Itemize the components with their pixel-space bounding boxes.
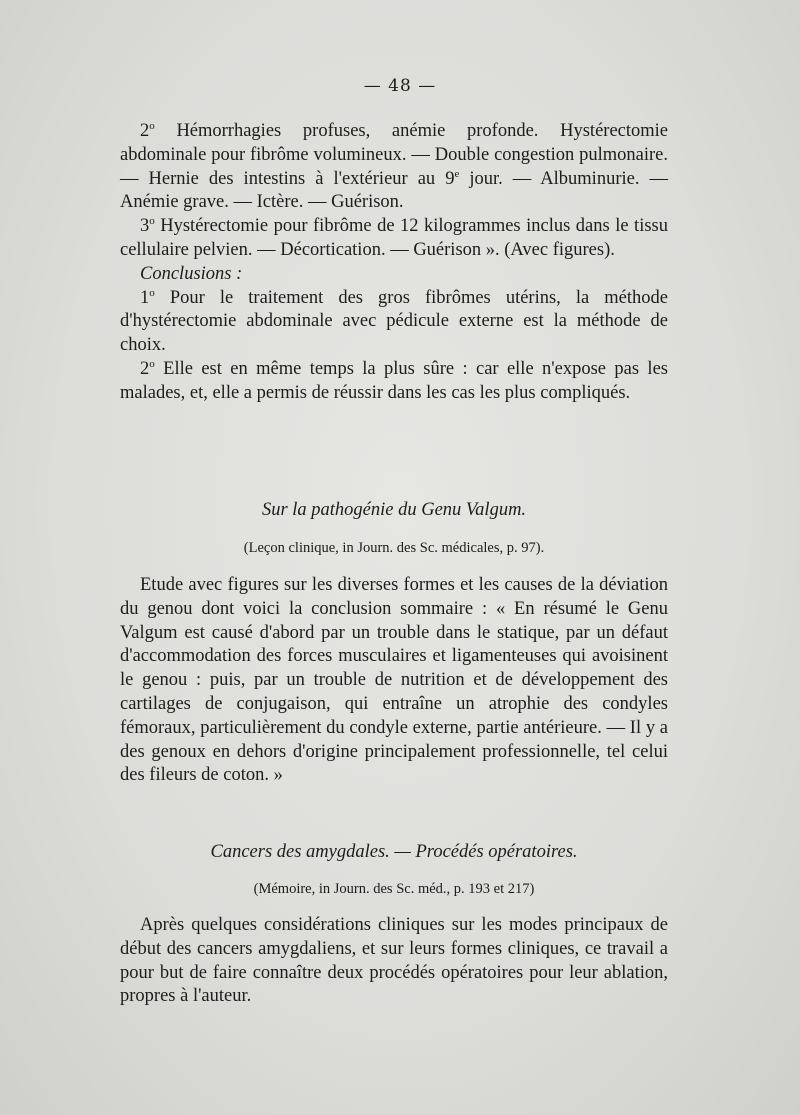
- section-2-body-block: [120, 914, 668, 1009]
- conclusion-2-number: 2: [140, 358, 150, 379]
- conclusion-2-paragraph: [120, 358, 668, 406]
- conclusions-label: Conclusions :: [140, 263, 243, 284]
- conclusion-2-superscript: o: [149, 357, 155, 370]
- item-3-superscript: o: [149, 215, 155, 228]
- item-2-text-a: Hémorrhagies profuses, anémie profonde. Hystérectomie abdominale pour fibrôme volumineux. — Double congestion pulmonaire. — Hernie des intestins à l'extérieur au 9: [120, 121, 668, 189]
- item-3-text: Hystérectomie pour fibrôme de 12 kilogrammes inclus dans le tissu cellulaire pelvien. — Décortication. — Guérison ». (Avec figures).: [120, 216, 668, 260]
- item-2-superscript-day: e: [454, 167, 460, 180]
- section-1-reference: (Leçon clinique, in Journ. des Sc. médicales, p. 97).: [243, 540, 545, 556]
- item-3-paragraph: [120, 215, 668, 263]
- section-1-body-block: [120, 574, 668, 788]
- section-1-title: Sur la pathogénie du Genu Valgum.: [261, 500, 527, 520]
- section-1-body: Etude avec figures sur les diverses formes et les causes de la déviation du genou dont voici la conclusion sommaire : « En résumé le Genu Valgum est causé d'abord par un trouble dans le statique, par un défaut d'accommodation des forces musculaires et ligamenteuses qui avoisinent le genou : puis, par un trouble de nutrition et de développement des cartilages de conjugaison, qui entraîne un atrophie des condyles fémoraux, particulièrement du condyle externe, partie antérieure. — Il y a des genoux en dehors d'origine principalement professionnelle, tel celui des fileurs de coton. »: [120, 575, 668, 786]
- section-2-reference: (Mémoire, in Journ. des Sc. méd., p. 193 et 217): [253, 881, 535, 897]
- conclusion-1-number: 1: [140, 287, 150, 308]
- intro-block: [120, 120, 668, 406]
- conclusion-1-paragraph: [120, 287, 668, 358]
- item-2-superscript: o: [149, 119, 155, 132]
- section-2-title: Cancers des amygdales. — Procédés opératoires.: [210, 842, 578, 862]
- item-3-number: 3: [140, 216, 150, 237]
- conclusion-2-text: Elle est en même temps la plus sûre : car elle n'expose pas les malades, et, elle a permis de réussir dans les cas les plus compliqués.: [120, 358, 668, 403]
- item-2-paragraph: [120, 120, 668, 215]
- section-2-body: Après quelques considérations cliniques sur les modes principaux de début des cancers amygdaliens, et sur leurs formes cliniques, ce travail a pour but de faire connaître deux procédés opératoires pour leur ablation, propres à l'auteur.: [120, 915, 668, 1007]
- item-2-number: 2: [140, 121, 150, 141]
- conclusion-1-text: Pour le traitement des gros fibrômes utérins, la méthode d'hystérectomie abdominale avec pédicule externe est la méthode de choix.: [120, 287, 668, 356]
- conclusion-1-superscript: o: [149, 286, 155, 299]
- item-2-text-b: jour. — Albuminurie. — Anémie grave. — Ictère. — Guérison.: [120, 168, 668, 213]
- page-number: — 48 —: [363, 76, 437, 96]
